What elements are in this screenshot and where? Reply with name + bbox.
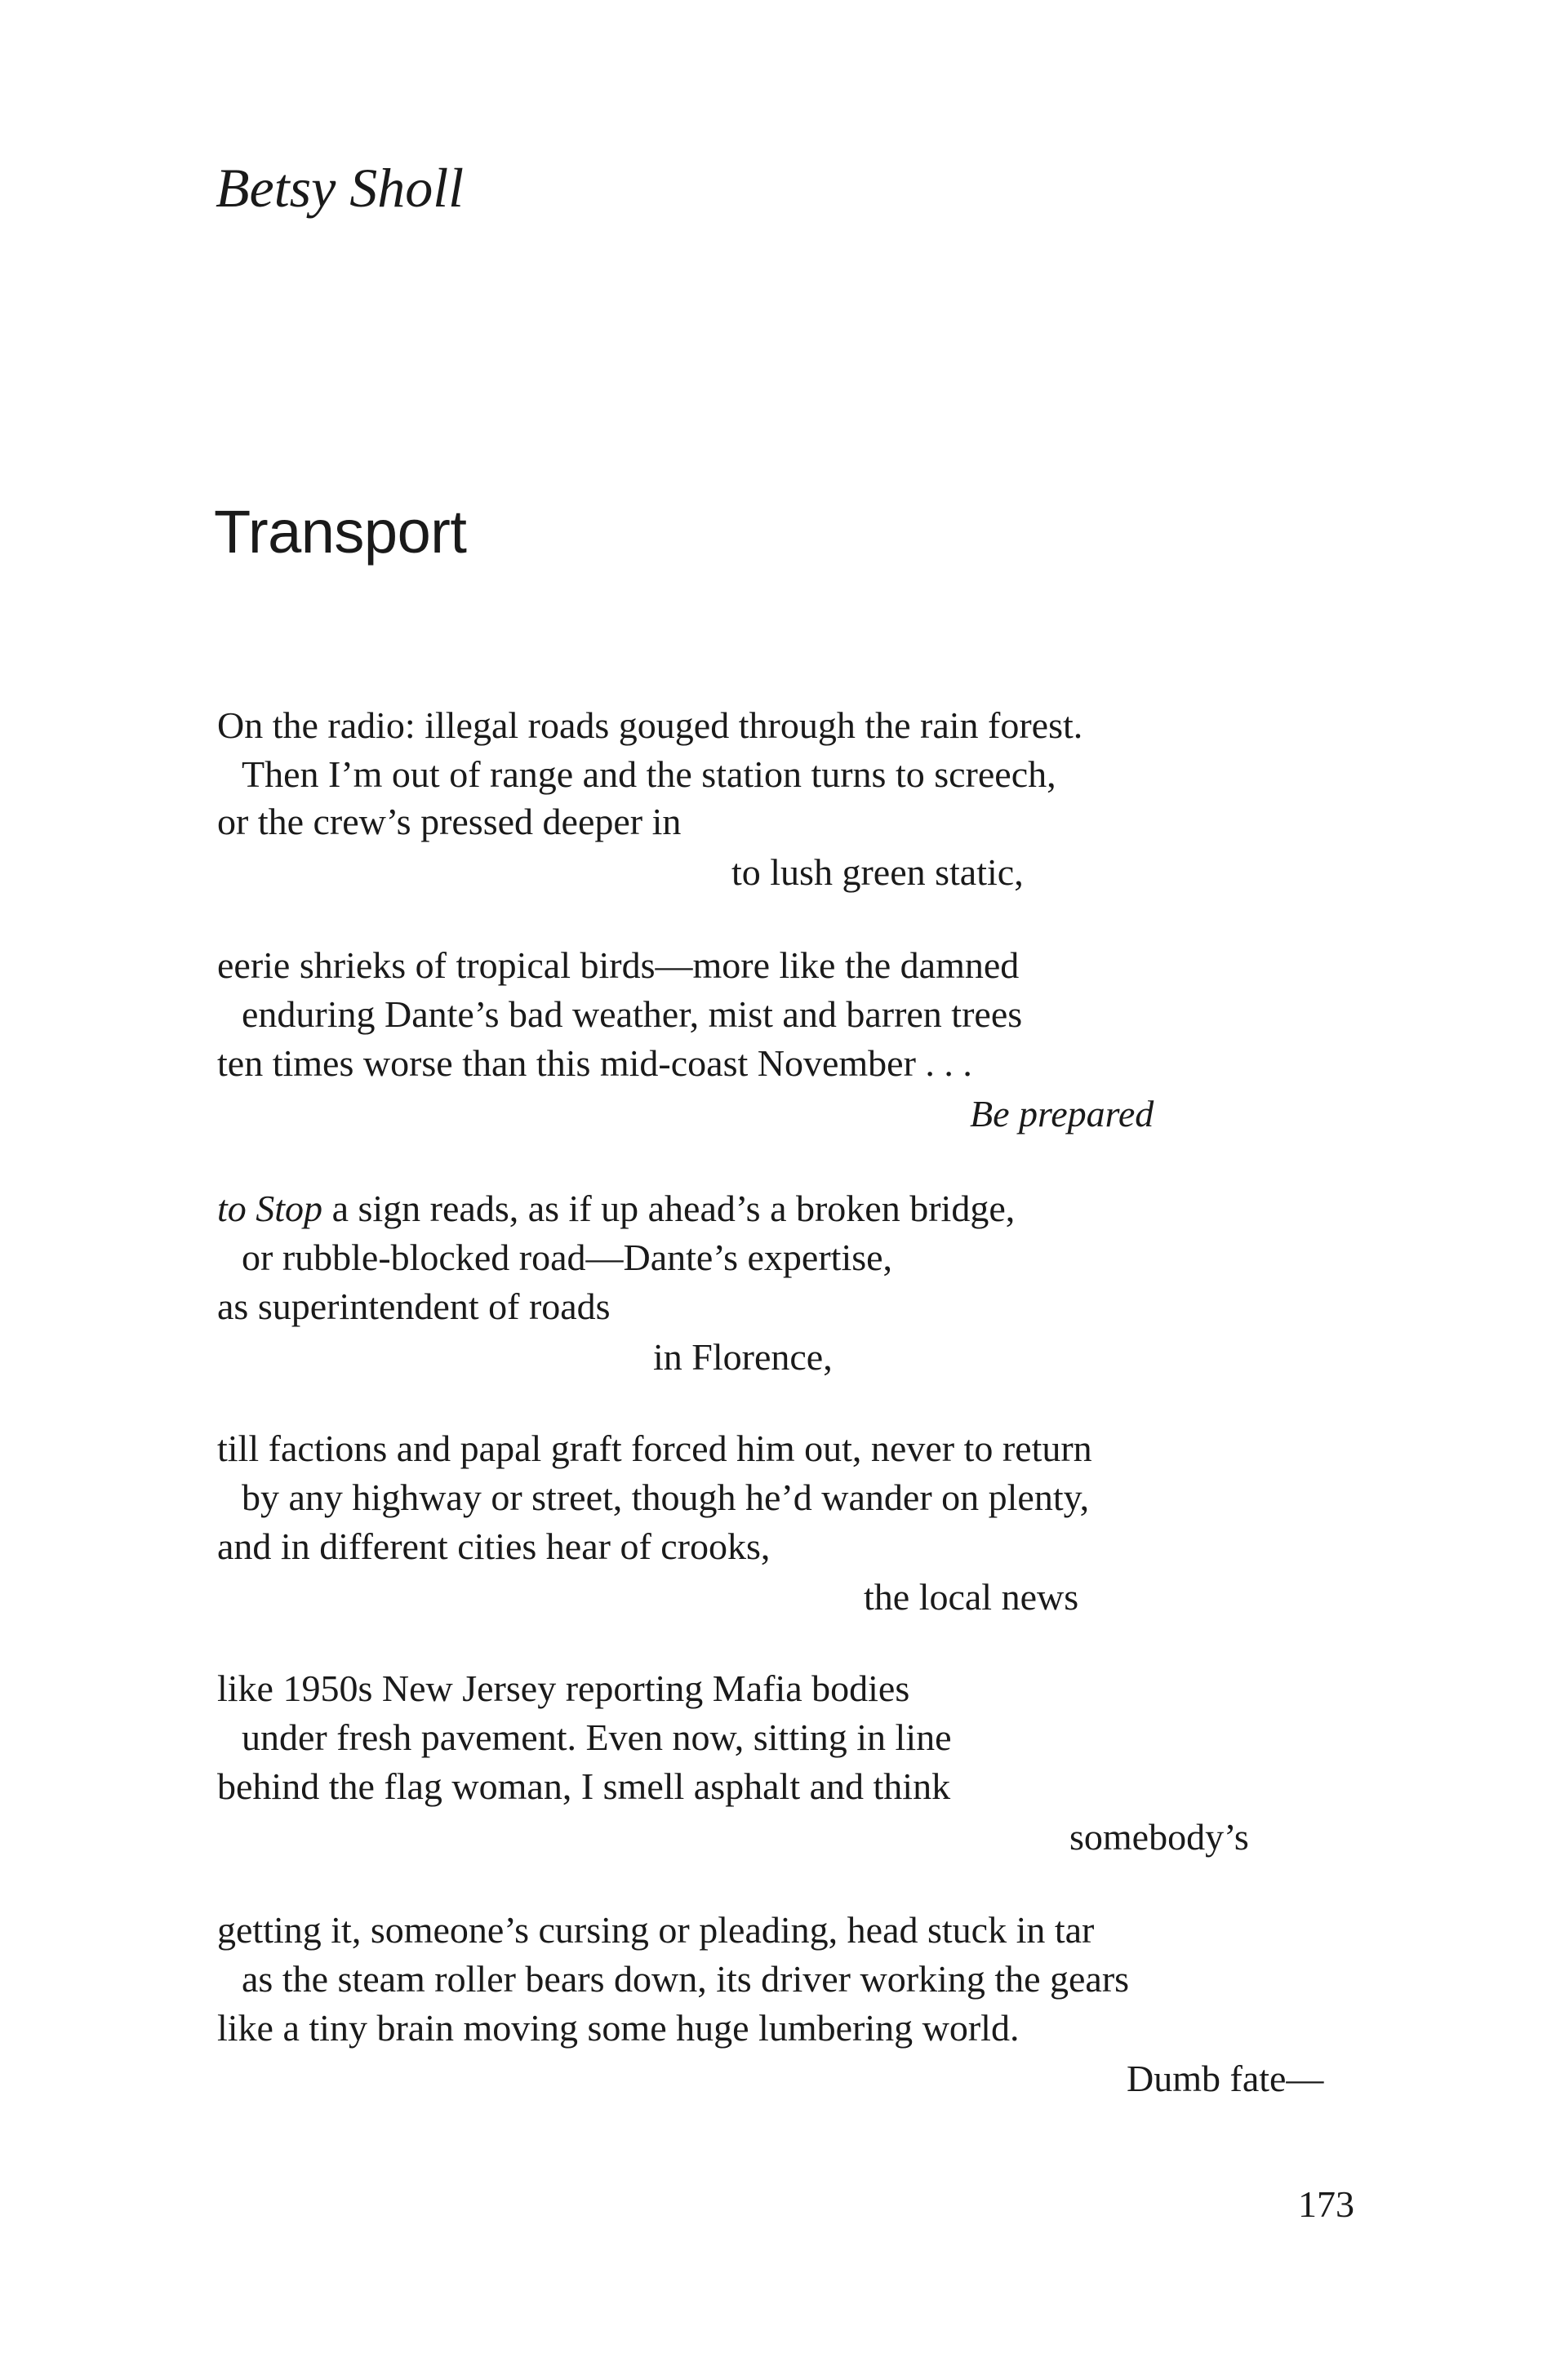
poem-line [970,1095,1154,1133]
poem-line: in Florence, [653,1336,833,1378]
poem-line: Then I’m out of range and the station turns to screech, [242,753,1056,795]
italic-phrase: to Stop [217,1188,323,1229]
poem-line: or the crew’s pressed deeper in [217,801,682,842]
poem-line: and in different cities hear of crooks, [217,1525,771,1567]
poem-line: as superintendent of roads [217,1285,611,1327]
poem-line: ten times worse than this mid-coast November . . . [217,1042,972,1084]
poem-line: getting it, someone’s cursing or pleading, head stuck in tar [217,1909,1095,1951]
poem-line: or rubble-blocked road—Dante’s expertise, [242,1237,893,1278]
poem-line: behind the flag woman, I smell asphalt and think [217,1765,951,1807]
poem-line [217,1190,1015,1228]
poem-line: as the steam roller bears down, its driver working the gears [242,1958,1130,2000]
poem-line: like a tiny brain moving some huge lumbering world. [217,2007,1020,2049]
poem-line: to lush green static, [731,851,1024,893]
poem-line: till factions and papal graft forced him out, never to return [217,1428,1092,1469]
poem-line: like 1950s New Jersey reporting Mafia bodies [217,1667,910,1709]
line-text: a sign reads, as if up ahead’s a broken bridge, [322,1188,1016,1229]
poem-line: On the radio: illegal roads gouged through the rain forest. [217,704,1083,746]
poem-line: somebody’s [1069,1816,1249,1858]
poem-line: Dumb fate— [1127,2058,1324,2099]
poem-line: the local news [864,1576,1079,1618]
poem-line: enduring Dante’s bad weather, mist and barren trees [242,993,1023,1035]
poem-line: by any highway or street, though he’d wander on plenty, [242,1476,1090,1518]
poem-line: under fresh pavement. Even now, sitting in line [242,1716,952,1758]
italic-phrase: Be prepared [970,1093,1154,1134]
poem-line: eerie shrieks of tropical birds—more like the damned [217,944,1020,986]
page-number: 173 [1298,2183,1354,2225]
author-name: Betsy Sholl [216,157,465,219]
poem-title: Transport [214,498,467,566]
